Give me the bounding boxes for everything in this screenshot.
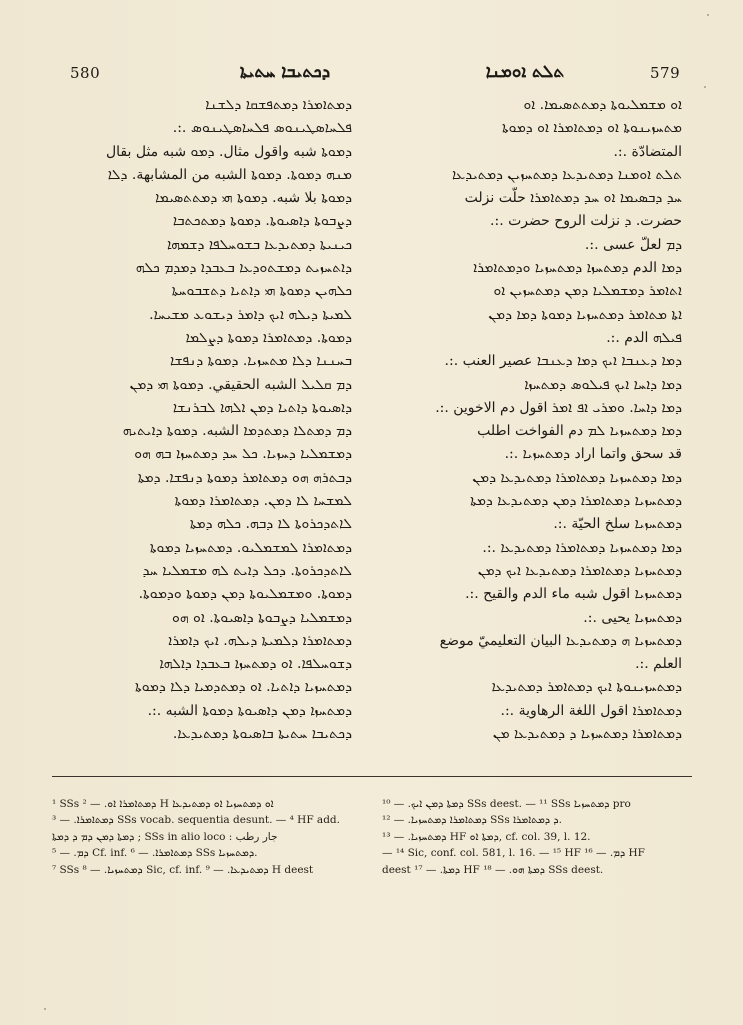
text-line: ܕܡܐ الدم ܕܡܬܚܙܐ ܕܡܬܚܙܝܐ ܘܕܡܬܐܡܪܐ [473, 260, 682, 277]
footnote-line: ܕܡܬܚܙܝܐ. — ¹³ HF ܕܡܬܐ ܐܘ, cf. col. 39, l. 12. [382, 830, 591, 843]
text-line: العلم .:. [635, 656, 682, 673]
text-line: ܕܫܘܚܠܦܐ. ܐܘ ܕܡܬܚܙܐ ܒܥܒܕܐ ܕܐܠܗܐ [159, 656, 352, 673]
right-page-number: 579 [650, 64, 681, 82]
paper-speck [707, 14, 709, 16]
left-column [52, 94, 352, 754]
footnote-line: deest ܕܡܬܐ. — ¹⁷ HF ܕܡܬܐ ܗܘ. — ¹⁸ SSs deest. [382, 863, 604, 876]
left-running-head: ܕܟܬܝܒܐ ܚܬܝܬܐ [239, 62, 331, 82]
text-line: ܐܬܐ ܡܬܐܡܪ ܕܡܬܚܙܝܐ ܕܡܘܬܐ ܕܡܐ ܕܡܢ [488, 306, 682, 323]
text-line: ܐܬܐܡܪ ܕܡܫܡܠܝܐ ܕܡܢ ܕܡܬܚܙܝܢ ܐܘ [493, 283, 682, 300]
text-line: ܕܡܬܚܙܝܐ ܕܐܬܝܐ. ܐܘ ܕܡܬܕܡܝܐ ܕܠܐ ܕܡܘܬܐ [135, 679, 352, 696]
footnote-separator-rule [52, 776, 692, 777]
text-line: ܕܡܬܚܙܝܐ سلخ الحيّة .:. [553, 516, 682, 533]
footnotes-left [52, 796, 352, 878]
text-line: ܕܡܬܚܙܝܐ ܕܡܬܐܡܪܐ ܕܡܬܝܕܥܐ ܐܝܟ ܕܡܢ [477, 562, 682, 579]
text-line: ܕܡܬܚܙܝܐ يحيى .:. [583, 609, 682, 626]
text-line: ܕܐܣܝܘܬܐ ܕܐܬܝܐ ܕܡܢ ܐܠܗܐ ܠܒܪܢܫܐ [172, 399, 352, 416]
footnote-line: ܕܡܬܐܡܪܐ. — ³ SSs vocab. sequentia desunt. — ⁴ HF add. [52, 814, 340, 827]
paper-speck [44, 1008, 46, 1010]
footnote-line: ܕܡ. — ⁵ Cf. inf. ܕܡܬܐܡܪܐ. — ⁶ SSs ܕܡܬܚܙܝܐ. [52, 847, 258, 860]
text-line: ܕܡ لعلّ عسى .:. [584, 236, 682, 253]
text-line: ܦܠܚܐܣܛܝܢܘܣ ܦܠܚܐܣܛܝܢܘܣ .:. [172, 120, 352, 137]
text-line: ܕܡܐ ܕܐܚܐ. ܘܡܪܝ ܐܦ ܐܡܪ اقول دم الاخوين .:. [435, 399, 682, 416]
text-line: ܕܨܒܘܬܐ ܕܐܣܝܘܬܐ. ܕܡܘܬܐ ܕܡܬܟܬܒܐ [172, 213, 352, 230]
text-line: ܕܡܬܐܡܪܐ اقول اللغة الرهاوية .:. [500, 702, 682, 719]
right-running-head: ܬܠܬ ܐܘܡܢܐ [485, 62, 565, 82]
text-line: ܚܕ ܕܒܣܝܡܐ ܐܘ ܚܕ ܕܡܬܐܡܪܐ حلّت نزلت [464, 190, 682, 207]
paper-speck [704, 86, 706, 88]
footnote-line: ¹ SSs ܕܡܬܐܡܪܐ ܐܘ. — ² H ܐܘ ܕܡܬܚܙܝܐ ܐܘ ܕܡܬܝܕܥܐ [52, 798, 274, 810]
text-line: ܕܡܫܡܠܝܐ ܕܚܙܝܐ. ܟܠ ܚܕ ܕܡܬܚܙܐ ܒܗ ܗܘ [134, 446, 352, 463]
text-line: ܕܡܬܚܙܝܐ اقول شبه ماء الدم والقيح .:. [465, 586, 682, 603]
text-line: ܕܡܬܐܡܪܐ ܕܡܬܚܙܝܐ ܕ ܕܡܬܝܕܥܐ ܡܢ [492, 726, 682, 743]
text-line: ܕܡܘܬܐ بلا شبه. ܕܡܘܬܐ ܗܝ ܕܡܬܬܣܝܡܐ [155, 190, 352, 207]
text-line: ܕܡܐ ܕܡܬܚܙܝܐ ܠܡ دم الفواخت اطلب [477, 423, 682, 440]
text-line: ܡܢܗ ܕܡܘܬܐ. ܕܡܘܬܐ الشبه من المشابهة. ܕܠܐ [107, 166, 352, 183]
text-line: ܕܡܬܐܡܪܐ ܕܡܬܦܫܩܐ ܕܠܫܢܐ [205, 97, 352, 113]
text-line: ܠܡܝܬܐ ܕܝܠܗ ܐܝܟ ܕܐܡܪ ܕܝܫܘܥ ܡܫܝܚܐ. [149, 306, 352, 323]
text-line: ܦܝܠܗ الدم .:. [606, 329, 682, 346]
left-page-number: 580 [70, 64, 101, 82]
text-line: ܕܡܐ ܕܥܢܒܐ ܐܝܟ ܕܡܐ ܕܥܢܒܐ عصير العنب .:. [444, 353, 682, 370]
text-line: ܕܡ ܩܠܝܠ الشبه الحقيقي. ܕܡܘܬܐ ܗܝ ܕܡܢ [129, 376, 352, 393]
text-line: ܠܐܬܕܟܪܘܬܐ. ܕܟܠ ܕܐܝܬ ܠܗ ܡܫܡܠܝܐ ܚܕ [142, 562, 352, 579]
text-line: ܕܡܬܚܙܐ ܕܡܢ ܕܐܣܝܘܬܐ ܕܡܘܬܐ الشبه .:. [147, 702, 352, 719]
footnote-line: ܕܡܬܐ ܕܡܢ ܕܡ ܕ ܕܡܬܐ ; SSs in alio loco : جار رطب [52, 830, 278, 843]
text-line: ܠܐܬܕܟܪܘܬܐ ܠܐ ܕܒܗ. ܟܠܗ ܕܡܬܐ [189, 516, 352, 533]
text-line: ܬܠܬ ܐܘܡܢܐ ܕܡܬܝܕܥܐ ܕܡܬܚܙܝܢ ܕܡܬܝܕܥܐ [451, 166, 682, 183]
text-line: حضرت. ܕ نزلت الروح حضرت .:. [490, 213, 682, 230]
text-line: ܕܡܐ ܕܡܬܚܙܝܐ ܕܡܬܐܡܪܐ ܕܡܬܝܕܥܐ .:. [482, 539, 682, 556]
text-line: ܕܒܬܪܗ ܗܘ ܕܡܬܐܡܪ ܕܡܘܬܐ ܕܢܦܫܐ. ܕܡܬܐ [137, 469, 352, 486]
text-line: ܕܡܐ ܕܐܚܐ ܐܝܟ ܦܝܠܘܣ ܕܡܬܚܙܐ [524, 376, 682, 393]
text-line: المتضادّة .:. [613, 143, 682, 160]
text-line: ܕܡܬܐܡܪܐ ܠܡܫܡܠܝܘ. ܕܡܬܚܙܝܐ ܕܡܘܬܐ [149, 539, 352, 556]
text-line: ܡܬܚܙܝܢܘܬܐ ܐܘ ܕܡܬܐܡܪܐ ܐܘ ܕܡܘܬܐ [501, 120, 682, 137]
text-line: ܟܠܗܝܢ ܕܡܘܬܐ ܗܝ ܕܐܬܝܐ ܕܬܫܒܘܚܬܐ [171, 283, 352, 300]
right-column [382, 94, 682, 754]
text-line: ܕܡܐ ܕܡܬܚܙܝܐ ܕܡܬܐܡܪܐ ܕܡܬܝܕܥܐ ܕܡܢ [472, 469, 682, 486]
text-line: ܒܚܢܢܐ ܕܠܐ ܡܬܚܙܝܐ. ܕܡܘܬܐ ܕܢܦܫܐ [170, 353, 352, 370]
footnote-line: — ¹⁴ Sic, conf. col. 581, l. 16. — ¹⁵ HF ܕܡ. — ¹⁶ HF [382, 847, 645, 860]
text-line: ܕܡܘܬܐ. ܘܡܫܡܠܝܘܬܐ ܕܡܢ ܕܡܘܬܐ ܘܕܡܘܬܐ. [138, 586, 352, 603]
text-line: ܕܡܘܬܐ شبه واقول مثال. ܕܡܘ شبه مثل بقال [105, 143, 352, 160]
footnotes-right [382, 796, 682, 878]
text-line: ܠܡܫܚܐ ܠܐ ܕܡܢ. ܕܡܬܐܡܪܐ ܕܡܘܬܐ [174, 493, 352, 510]
text-line: ܕܡܬܚܙܝܢܘܬܐ ܐܝܟ ܕܡܬܐܡܪ ܕܡܬܝܕܥܐ [491, 679, 682, 696]
footnote-line: ⁷ SSs ܕܡܬܚܙܝܐ. — ⁸ Sic, cf. inf. ܕܡܬܝܕܥܐ. — ⁹ H deest [52, 863, 314, 876]
text-line: ܕܡ ܕܡܬܠܐ ܕܡܬܕܡܐ الشبه. ܕܡܘܬܐ ܕܐܝܬܝܗ [122, 423, 352, 440]
text-line: ܕܟܬܝܒܐ ܚܬܝܬܐ ܒܐܣܝܘܬܐ ܕܡܬܝܕܥܐ. [172, 726, 352, 743]
text-line: قد سحق واتما اراد ܕܡܬܚܙܝܐ .:. [504, 446, 682, 463]
text-line: ܕܡܬܚܙܝܐ ܗ ܕܡܬܝܕܥܐ البيان التعليميّ موضع [439, 632, 682, 649]
text-line: ܕܐܬܚܙܝܬ ܕܡܫܬܘܕܥܐ ܒܥܒܕܐ ܕܡܕܡ ܟܠܗ [135, 260, 352, 277]
text-line: ܟܝܢܝܬܐ ܕܡܬܝܕܥܐ ܒܫܘܚܠܦܐ ܕܫܡܗܐ [166, 236, 352, 253]
text-line: ܕܡܫܡܠܝܐ ܕܨܒܘܬܐ ܕܐܣܝܘܬܐ. ܐܘ ܗܘ [172, 609, 352, 626]
text-line: ܕܡܘܬܐ. ܕܡܬܐܡܪܐ ܕܡܘܬܐ ܕܨܠܡܐ [185, 329, 352, 346]
text-line: ܐܘ ܡܫܡܠܝܘܬܐ ܕܡܬܬܣܝܡܐ. ܐܘ [523, 97, 682, 113]
text-line: ܕܡܬܚܙܝܐ ܕܡܬܐܡܪܐ ܕܡܢ ܕܡܬܝܕܥܐ ܕܡܬܐ [470, 493, 682, 510]
footnote-line: ܕܡܬܐܡܪܐ ܕܡܬܚܙܝܐ. — ¹² SSs ܕ ܕܡܬܐܡܪܐ. [382, 814, 562, 827]
footnote-line: ܕܡܬܐ ܕܡܢ ܐܝܟ. — ¹⁰ SSs deest. — ¹¹ SSs ܕܡܬܚܙܝܐ pro [382, 798, 631, 810]
text-line: ܕܡܬܐܡܪܐ ܕܠܡܝܬܐ ܕܝܠܗ. ܐܝܟ ܕܐܡܪܐ [168, 632, 352, 649]
